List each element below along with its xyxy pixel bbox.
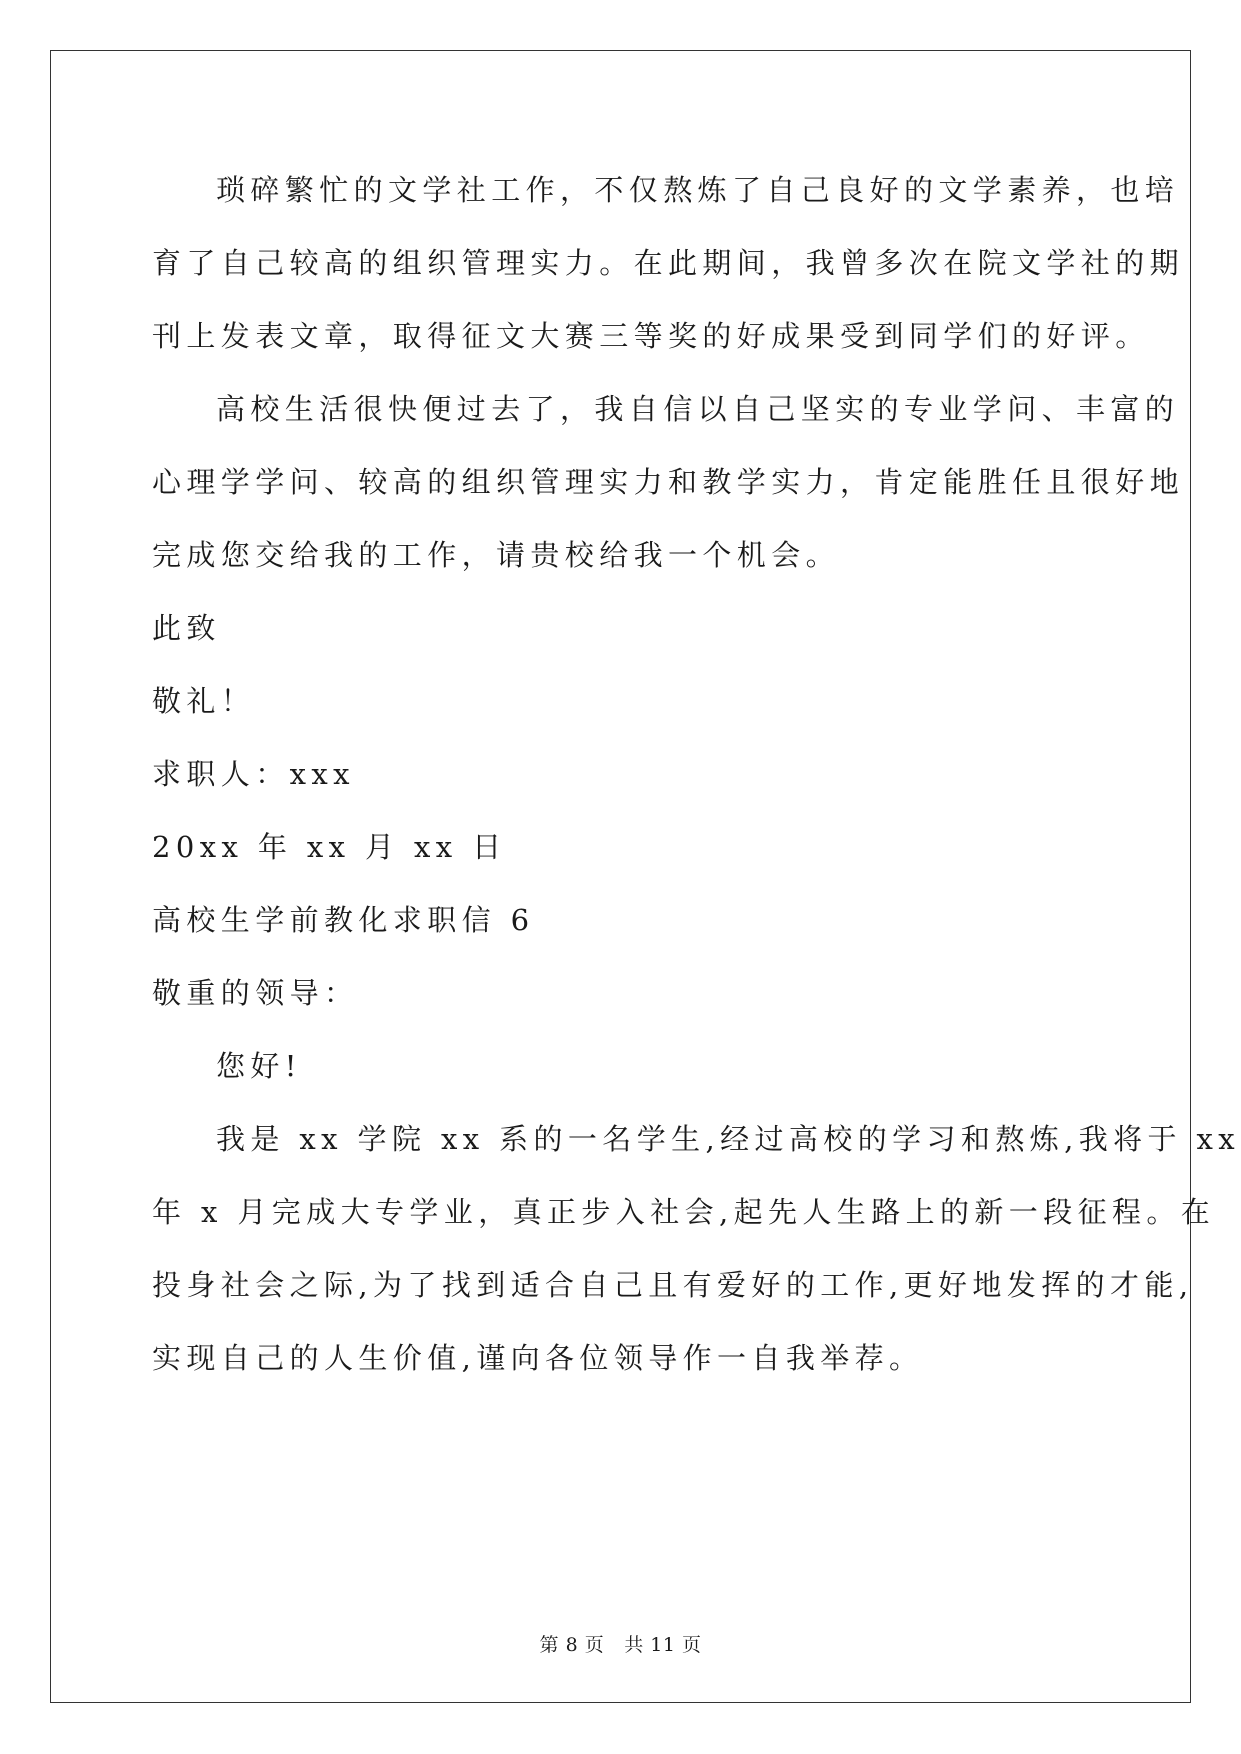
page-total: 共 11 页: [624, 1634, 702, 1656]
closing-regards: 敬礼！: [152, 684, 256, 718]
paragraph-line: 心理学学问、较高的组织管理实力和教学实力，肯定能胜任且很好地: [152, 465, 1185, 499]
paragraph-line: 投身社会之际,为了找到适合自己且有爱好的工作,更好地发挥的才能,: [152, 1268, 1194, 1302]
paragraph-line: 刊上发表文章，取得征文大赛三等奖的好成果受到同学们的好评。: [152, 319, 1150, 353]
page-border: [50, 50, 1194, 1703]
page-footer: [0, 1630, 1241, 1657]
closing-salutation: 此致: [152, 611, 221, 645]
letter-date: 20xx 年 xx 月 xx 日: [152, 830, 507, 864]
greeting-hello: 您好!: [216, 1049, 302, 1083]
paragraph-line: 我是 xx 学院 xx 系的一名学生,经过高校的学习和熬炼,我将于 xx: [216, 1122, 1241, 1156]
section-title: 高校生学前教化求职信 6: [152, 903, 535, 937]
paragraph-line: 完成您交给我的工作，请贵校给我一个机会。: [152, 538, 841, 572]
paragraph-line: 高校生活很快便过去了，我自信以自己坚实的专业学问、丰富的: [216, 392, 1180, 426]
paragraph-line: 育了自己较高的组织管理实力。在此期间，我曾多次在院文学社的期: [152, 246, 1185, 280]
paragraph-line: 年 x 月完成大专学业，真正步入社会,起先人生路上的新一段征程。在: [152, 1195, 1216, 1229]
paragraph-line: 实现自己的人生价值,谨向各位领导作一自我举荐。: [152, 1341, 924, 1375]
page-number: 第 8 页: [539, 1634, 605, 1656]
paragraph-line: 琐碎繁忙的文学社工作，不仅熬炼了自己良好的文学素养，也培: [216, 173, 1180, 207]
applicant-signature: 求职人：xxx: [152, 757, 355, 791]
greeting: 敬重的领导：: [152, 976, 359, 1010]
